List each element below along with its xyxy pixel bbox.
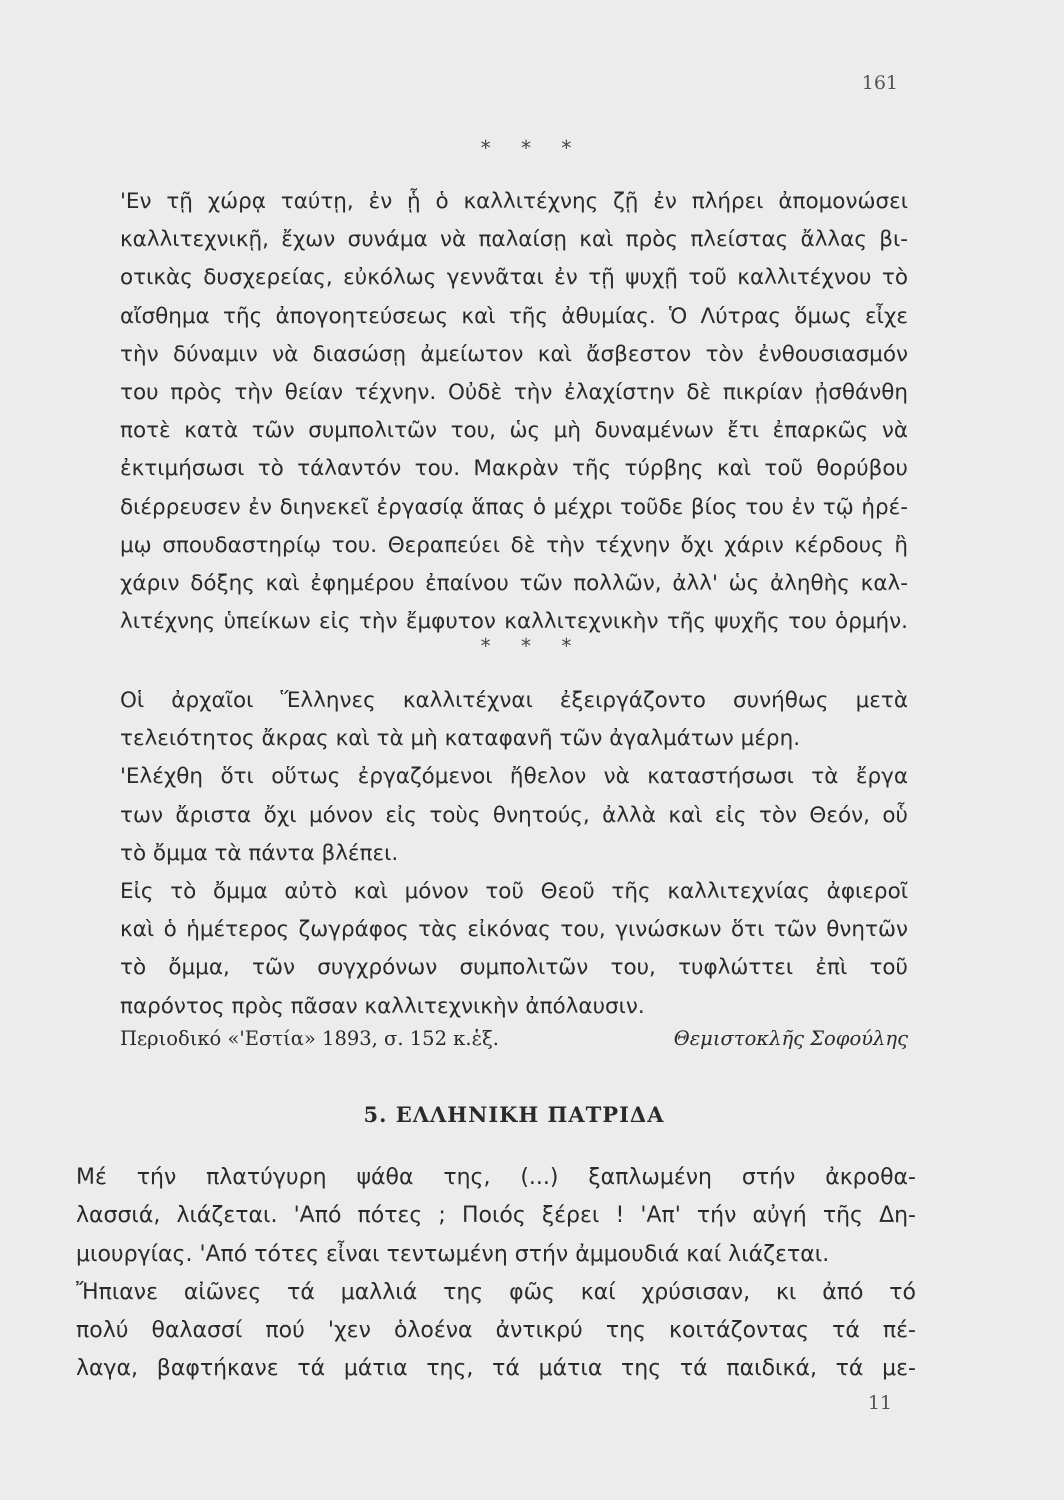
section-heading: 5. ΕΛΛΗΝΙΚΗ ΠΑΤΡΙΔΑ bbox=[363, 1102, 665, 1127]
text-line: μιουργίας. 'Από τότες εἶναι τεντωμένη στήν ἀμμουδιά καί λιάζεται. bbox=[76, 1241, 830, 1267]
section-separator: * * * bbox=[480, 136, 584, 160]
text-line: λασσιά, λιάζεται. 'Από πότες ; Ποιός ξέρει ! 'Απ' τήν αὐγή τῆς Δη- bbox=[76, 1203, 916, 1229]
author-name: Θεμιστοκλῆς Σοφούλης bbox=[673, 1027, 908, 1050]
section-separator: * * * bbox=[480, 634, 584, 658]
text-line: καλλιτεχνικῇ, ἔχων συνάμα νὰ παλαίσῃ καὶ πρὸς πλείστας ἄλλας βι- bbox=[120, 227, 908, 253]
text-line: τὴν δύναμιν νὰ διασώσῃ ἀμείωτον καὶ ἄσβεστον τὸν ἐνθουσιασμόν bbox=[120, 341, 908, 367]
text-line: καὶ ὁ ἡμέτερος ζωγράφος τὰς εἰκόνας του, γινώσκων ὅτι τῶν θνητῶν bbox=[120, 917, 908, 943]
text-line: ποτὲ κατὰ τῶν συμπολιτῶν του, ὡς μὴ δυναμένων ἔτι ἐπαρκῶς νὰ bbox=[120, 418, 908, 444]
essay-paragraph-2 bbox=[120, 682, 908, 1026]
text-line: του πρὸς τὴν θείαν τέχνην. Οὐδὲ τὴν ἐλαχίστην δὲ πικρίαν ᾐσθάνθη bbox=[120, 379, 908, 405]
text-line: των ἄριστα ὄχι μόνον εἰς τοὺς θνητούς, ἀλλὰ καὶ εἰς τὸν Θεόν, οὗ bbox=[120, 802, 908, 828]
text-line: ἐκτιμήσωσι τὸ τάλαντόν του. Μακρὰν τῆς τύρβης καὶ τοῦ θορύβου bbox=[120, 456, 908, 482]
text-line: 'Ελέχθη ὅτι οὕτως ἐργαζόμενοι ἤθελον νὰ καταστήσωσι τὰ ἔργα bbox=[120, 764, 908, 790]
text-line: πολύ θαλασσί πού 'χεν ὁλοένα ἀντικρύ της κοιτάζοντας τά πέ- bbox=[76, 1318, 916, 1344]
text-line: Μέ τήν πλατύγυρη ψάθα της, (...) ξαπλωμένη στήν ἀκροθα- bbox=[76, 1165, 916, 1190]
text-line: οτικὰς δυσχερείας, εὐκόλως γεννᾶται ἐν τῇ ψυχῇ τοῦ καλλιτέχνου τὸ bbox=[120, 265, 908, 291]
text-line: διέρρευσεν ἐν διηνεκεῖ ἐργασίᾳ ἅπας ὁ μέχρι τοῦδε βίος του ἐν τῷ ἠρέ- bbox=[120, 494, 908, 520]
text-line: χάριν δόξης καὶ ἐφημέρου ἐπαίνου τῶν πολλῶν, ἀλλ' ὡς ἀληθὴς καλ- bbox=[120, 570, 908, 596]
text-line: λιτέχνης ὑπείκων εἰς τὴν ἔμφυτον καλλιτεχνικὴν τῆς ψυχῆς του ὁρμήν. bbox=[120, 609, 908, 635]
text-line: τελειότητος ἄκρας καὶ τὰ μὴ καταφανῆ τῶν ἀγαλμάτων μέρη. bbox=[120, 726, 801, 752]
essay-paragraph-1 bbox=[120, 183, 908, 641]
text-line: τὸ ὄμμα τὰ πάντα βλέπει. bbox=[120, 840, 399, 866]
text-line: Οἱ ἀρχαῖοι Ἕλληνες καλλιτέχναι ἐξειργάζοντο συνήθως μετὰ bbox=[120, 688, 908, 713]
source-line bbox=[120, 1024, 908, 1054]
page-number: 161 bbox=[861, 72, 898, 94]
text-line: Ἤπιανε αἰῶνες τά μαλλιά της φῶς καί χρύσισαν, κι ἀπό τό bbox=[76, 1279, 916, 1305]
page-signature: 11 bbox=[867, 1392, 892, 1414]
text-line: αἴσθημα τῆς ἀπογοητεύσεως καὶ τῆς ἀθυμίας. Ὁ Λύτρας ὅμως εἶχε bbox=[120, 303, 908, 329]
text-line: λαγα, βαφτήκανε τά μάτια της, τά μάτια της τά παιδικά, τά με- bbox=[76, 1356, 916, 1382]
source-citation: Περιοδικό «'Εστία» 1893, σ. 152 κ.ἑξ. bbox=[120, 1027, 499, 1050]
section-paragraph bbox=[76, 1159, 916, 1389]
text-line: μῳ σπουδαστηρίῳ του. Θεραπεύει δὲ τὴν τέχνην ὄχι χάριν κέρδους ἢ bbox=[120, 532, 908, 558]
text-line: 'Εν τῇ χώρᾳ ταύτῃ, ἐν ᾗ ὁ καλλιτέχνης ζῇ ἐν πλήρει ἀπομονώσει bbox=[120, 189, 908, 214]
text-line: Εἰς τὸ ὄμμα αὐτὸ καὶ μόνον τοῦ Θεοῦ τῆς καλλιτεχνίας ἀφιεροῖ bbox=[120, 878, 908, 904]
text-line: παρόντος πρὸς πᾶσαν καλλιτεχνικὴν ἀπόλαυσιν. bbox=[120, 993, 645, 1019]
text-line: τὸ ὄμμα, τῶν συγχρόνων συμπολιτῶν του, τυφλώττει ἐπὶ τοῦ bbox=[120, 955, 908, 981]
